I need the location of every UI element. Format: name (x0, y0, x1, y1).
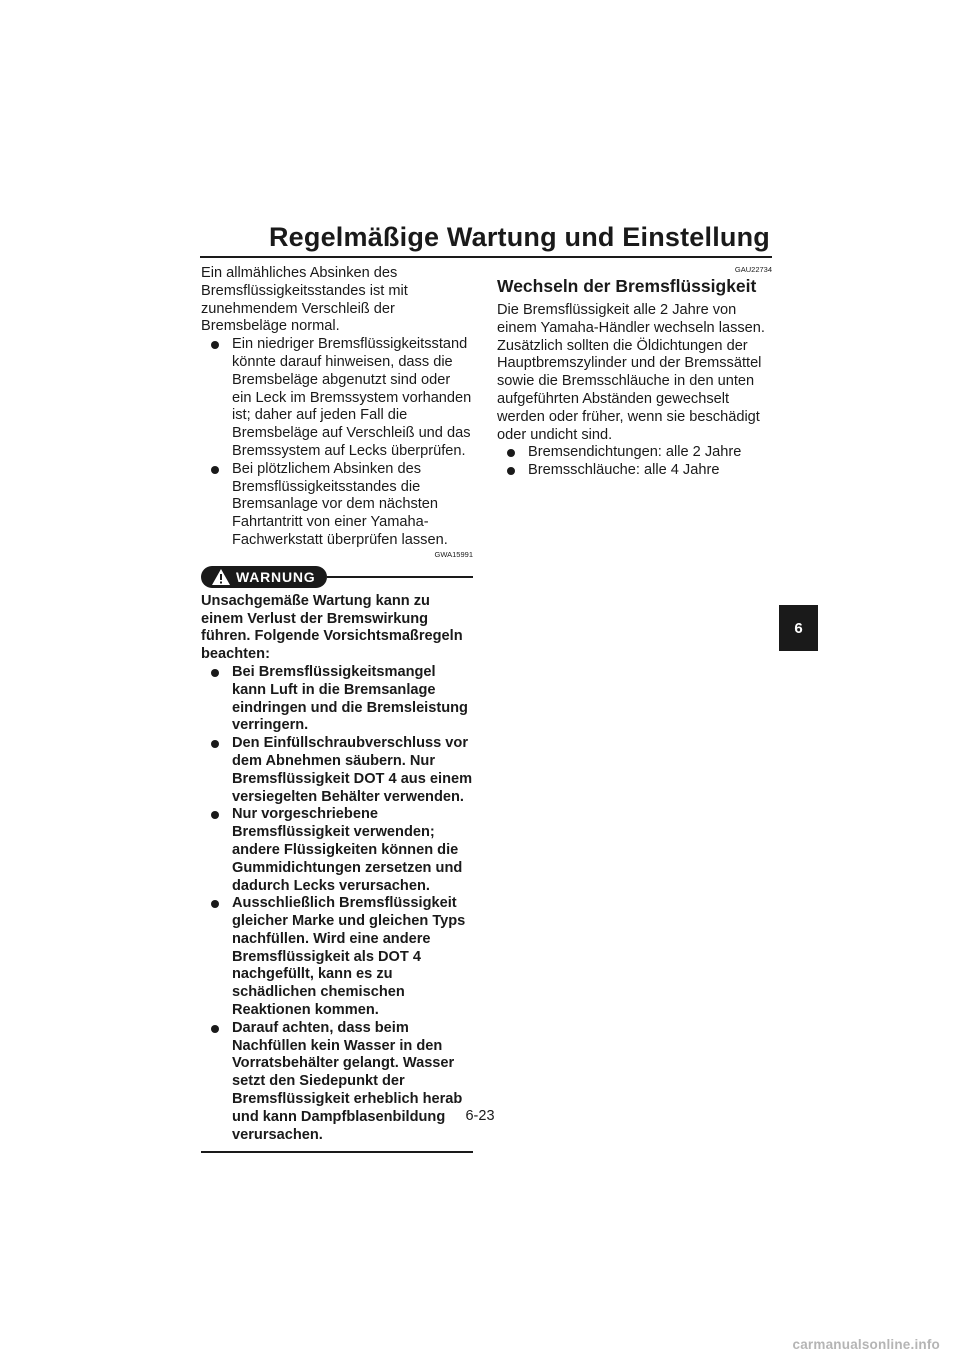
page-number: 6-23 (465, 1108, 495, 1124)
list-item: Ausschließlich Bremsflüssigkeit gleicher Marke und gleichen Typs nachfüllen. Wird eine andere Bremsflüssigkeit als DOT 4 nachgefüllt, kann es zu schädlichen chemischen Reaktionen kommen. (201, 895, 473, 1020)
section-body: Die Bremsflüssigkeit alle 2 Jahre von einem Yamaha-Händler wechseln lassen. Zusätzlich sollten die Öldichtungen der Hauptbremszylinder und der Bremssättel sowie die Bremsschläuche in den unten aufgeführten Abständen gewechselt werden oder früher, wenn sie beschädigt oder undicht sind. (497, 302, 765, 443)
list-item: Darauf achten, dass beim Nachfüllen kein Wasser in den Vorratsbehälter gelangt. Wasser setzt den Siedepunkt der Bremsflüssigkeit erheblich herab und kann Dampfblasenbildung verursachen. (201, 1020, 473, 1145)
chapter-tab: 6 (779, 605, 818, 651)
section-code: GAU22734 (734, 265, 772, 274)
bullet-dot-icon (211, 811, 219, 819)
bullet-dot-icon (211, 740, 219, 748)
left-column (201, 265, 473, 1153)
warning-header (201, 566, 473, 588)
list-item: Bremsendichtungen: alle 2 Jahre (497, 444, 772, 462)
warning-code: GWA15991 (434, 549, 473, 559)
bullet-dot-icon (211, 466, 219, 474)
warning-rule (327, 576, 473, 578)
bullet-list (201, 336, 473, 550)
list-item: Bei Bremsflüssigkeitsmangel kann Luft in die Bremsanlage eindringen und die Bremsleistung verringern. (201, 664, 473, 735)
list-item: Ein niedriger Bremsflüssigkeitsstand könnte darauf hinweisen, dass die Bremsbeläge abgenutzt sind oder ein Leck im Bremssystem vorhanden ist; daher auf jeden Fall die Bremsbeläge auf Verschleiß und das Bremssystem auf Lecks überprüfen. (201, 336, 473, 461)
bullet-dot-icon (211, 669, 219, 677)
warning-intro: Unsachgemäße Wartung kann zu einem Verlust der Bremswirkung führen. Folgende Vorsichtsmaßregeln beachten: (201, 592, 463, 663)
warning-triangle-icon (211, 568, 231, 586)
section-heading: Wechseln der Bremsflüssigkeit (497, 276, 757, 296)
warning-label: WARNUNG (236, 568, 316, 585)
bullet-dot-icon (211, 900, 219, 908)
warning-end-rule (201, 1151, 473, 1153)
title-rule (200, 256, 772, 258)
list-item: Bei plötzlichem Absinken des Bremsflüssigkeitsstandes die Bremsanlage vor dem nächsten Fahrtantritt von einer Yamaha-Fachwerkstatt überprüfen lassen. (201, 461, 473, 550)
list-item: Den Einfüllschraubverschluss vor dem Abnehmen säubern. Nur Bremsflüssigkeit DOT 4 aus einem versiegelten Behälter verwenden. (201, 735, 473, 806)
list-item: Nur vorgeschriebene Bremsflüssigkeit verwenden; andere Flüssigkeiten können die Gummidichtungen zersetzen und dadurch Lecks verursachen. (201, 806, 473, 895)
interval-list (497, 444, 772, 480)
bullet-dot-icon (211, 1025, 219, 1033)
bullet-dot-icon (211, 341, 219, 349)
warning-bullet-list (201, 664, 473, 1145)
intro-paragraph: Ein allmähliches Absinken des Bremsflüssigkeitsstandes ist mit zunehmendem Verschleiß der Bremsbeläge normal. (201, 265, 408, 335)
warning-body (201, 593, 473, 1145)
warning-badge (201, 566, 327, 588)
page-title: Regelmäßige Wartung und Einstellung (268, 222, 770, 252)
list-item: Bremsschläuche: alle 4 Jahre (497, 462, 772, 480)
bullet-dot-icon (507, 467, 515, 475)
right-column (497, 265, 772, 480)
bullet-dot-icon (507, 449, 515, 457)
watermark: carmanualsonline.info (792, 1337, 940, 1352)
